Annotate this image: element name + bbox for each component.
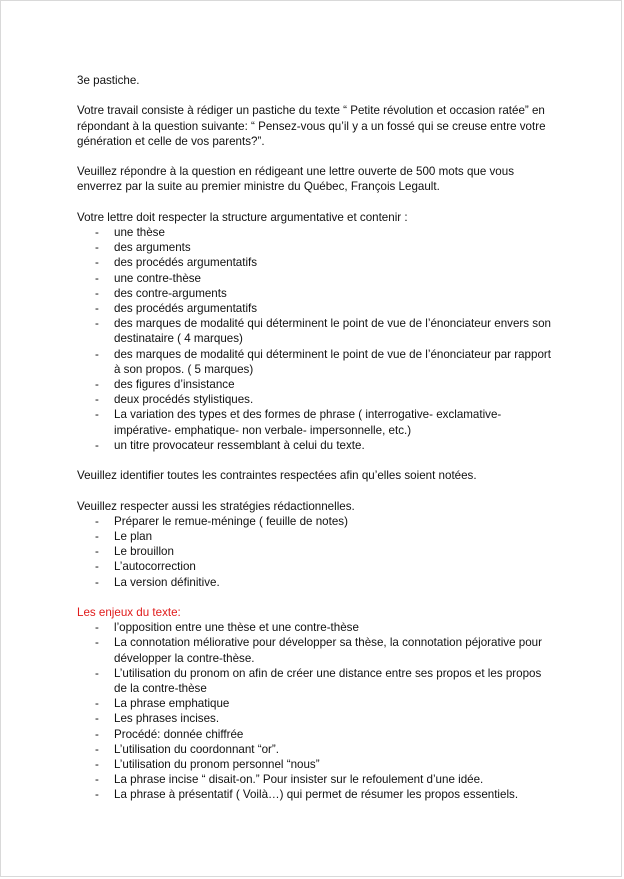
list-item: - L’utilisation du pronom on afin de créer une distance entre ses propos et les propos de la contre-thèse — [77, 666, 557, 696]
list-item: - des arguments — [77, 240, 557, 255]
list-item: - La connotation méliorative pour développer sa thèse, la connotation péjorative pour développer la contre-thèse. — [77, 635, 557, 665]
structure-intro: Votre lettre doit respecter la structure argumentative et contenir : — [77, 210, 408, 224]
list-item: - Préparer le remue-méninge ( feuille de notes) — [77, 514, 557, 529]
list-item: - une thèse — [77, 225, 557, 240]
list-item: - des procédés argumentatifs — [77, 255, 557, 270]
list-item: - Le brouillon — [77, 544, 557, 559]
list-item: - des marques de modalité qui déterminent le point de vue de l’énonciateur par rapport à son propos. ( 5 marques) — [77, 347, 557, 377]
instructions-paragraph: Veuillez répondre à la question en rédigeant une lettre ouverte de 500 mots que vous enverrez par la suite au premier ministre du Québec, François Legault. — [77, 165, 514, 194]
strategies-intro: Veuillez respecter aussi les stratégies rédactionnelles. — [77, 499, 355, 513]
list-item: - Les phrases incises. — [77, 711, 557, 726]
list-item: - deux procédés stylistiques. — [77, 392, 557, 407]
list-item: - des marques de modalité qui déterminent le point de vue de l’énonciateur envers son destinataire ( 4 marques) — [77, 316, 557, 346]
strategies-list — [77, 514, 557, 590]
list-item: - un titre provocateur ressemblant à celui du texte. — [77, 438, 557, 453]
list-item: - L’utilisation du coordonnant “or”. — [77, 742, 557, 757]
list-item: - La phrase à présentatif ( Voilà…) qui permet de résumer les propos essentiels. — [77, 787, 557, 802]
requirements-list — [77, 225, 557, 453]
list-item: - La version définitive. — [77, 575, 557, 590]
enjeux-list — [77, 620, 557, 802]
list-item: - une contre-thèse — [77, 271, 557, 286]
list-item: - l’opposition entre une thèse et une contre-thèse — [77, 620, 557, 635]
list-item: - Procédé: donnée chiffrée — [77, 727, 557, 742]
section-heading-enjeux: Les enjeux du texte: — [77, 606, 181, 620]
list-item: - des figures d’insistance — [77, 377, 557, 392]
list-item: - La phrase emphatique — [77, 696, 557, 711]
list-item: - La variation des types et des formes de phrase ( interrogative- exclamative- impérative- emphatique- non verbale- impersonnelle, etc.) — [77, 407, 557, 437]
list-item: - La phrase incise “ disait-on.” Pour insister sur le refoulement d’une idée. — [77, 772, 557, 787]
constraints-paragraph: Veuillez identifier toutes les contraintes respectées afin qu’elles soient notées. — [77, 469, 477, 483]
assignment-paragraph: Votre travail consiste à rédiger un pastiche du texte “ Petite révolution et occasion ratée” en répondant à la question suivante: “ Pensez-vous qu’il y a un fossé qui se creuse entre votre génération et celle de vos parents?”. — [77, 104, 546, 148]
document-body — [77, 73, 557, 803]
list-item: - Le plan — [77, 529, 557, 544]
list-item: - des contre-arguments — [77, 286, 557, 301]
list-item: - L’autocorrection — [77, 559, 557, 574]
list-item: - des procédés argumentatifs — [77, 301, 557, 316]
list-item: - L’utilisation du pronom personnel “nous” — [77, 757, 557, 772]
document-title: 3e pastiche. — [77, 74, 140, 87]
